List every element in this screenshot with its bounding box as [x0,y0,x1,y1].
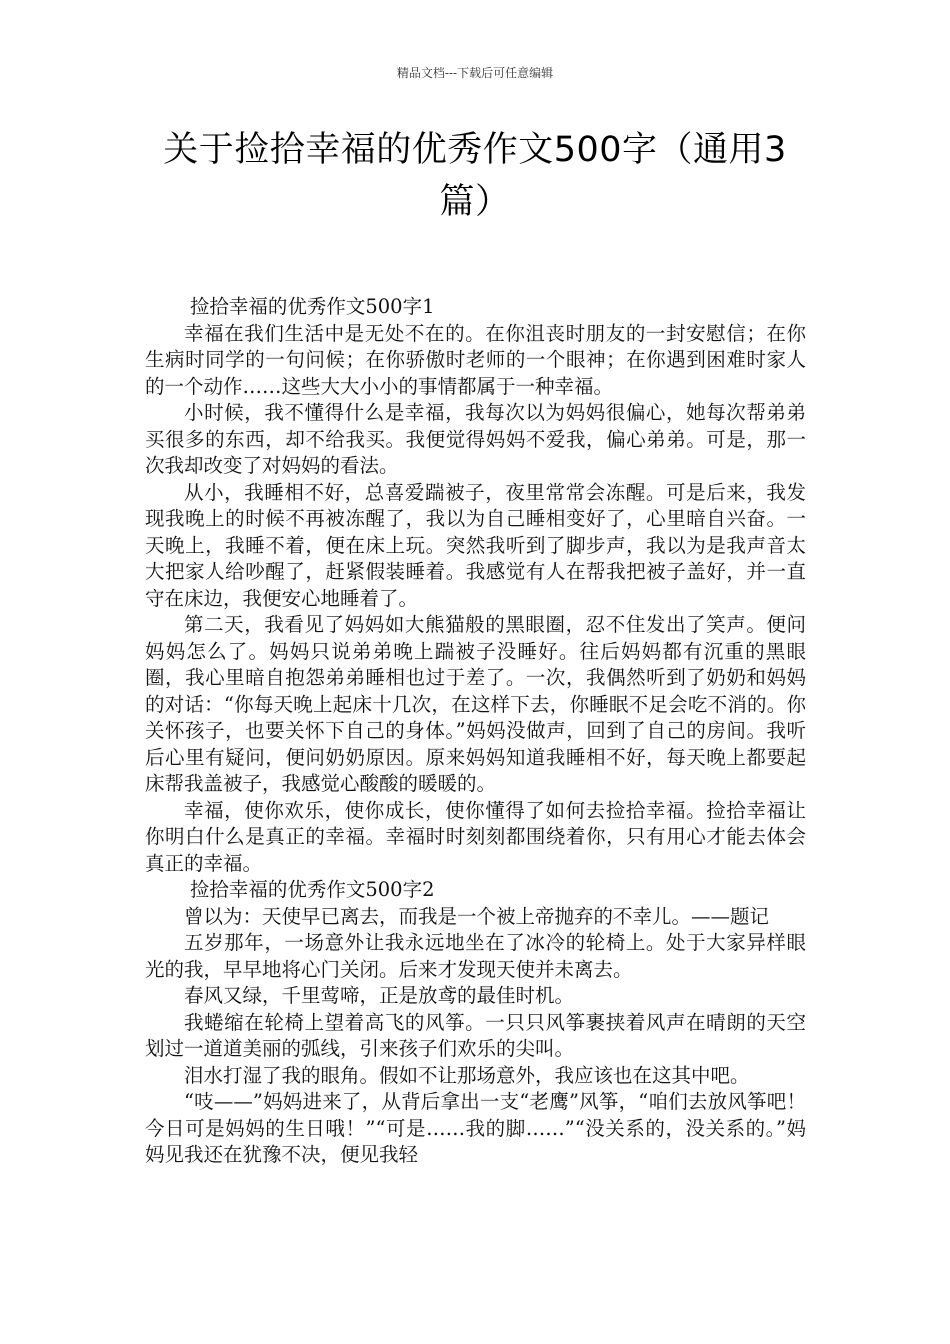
paragraph: 春风又绿，千里莺啼，正是放鸢的最佳时机。 [184,984,575,1007]
section-heading: 捡拾幸福的优秀作文500字2 [189,878,435,901]
paragraph: 我蜷缩在轮椅上望着高飞的风筝。一只只风筝裹挟着风声在晴朗的天空划过一道道美丽的弧线，引来孩子们欢乐的尖叫。 [145,1010,806,1060]
document-title: 关于捡拾幸福的优秀作文500字（通用3篇） [163,130,787,222]
section-heading: 捡拾幸福的优秀作文500字1 [189,295,435,318]
paragraph: 幸福在我们生活中是无处不在的。在你沮丧时朋友的一封安慰信；在你生病时同学的一句问候；在你骄傲时老师的一个眼神；在你遇到困难时家人的一个动作……这些大大小小的事情都属于一种幸福。 [145,321,806,398]
document-body [145,294,806,1169]
header-note: 精品文档---下载后可任意编辑 [396,66,554,80]
paragraph: 泪水打湿了我的眼角。假如不让那场意外，我应该也在这其中吧。 [184,1063,750,1087]
paragraph: 曾以为：天使早已离去，而我是一个被上帝抛弃的不幸儿。——题记 [184,904,770,928]
paragraph: “吱——”妈妈进来了，从背后拿出一支“老鹰”风筝，“咱们去放风筝吧！今日可是妈妈的生日哦！”“可是……我的脚……”“没关系的，没关系的。”妈妈见我还在犹豫不决，便见我轻 [145,1090,806,1166]
paragraph: 五岁那年，一场意外让我永远地坐在了冰冷的轮椅上。处于大家异样眼光的我，早早地将心门关闭。后来才发现天使并未离去。 [145,931,806,981]
paragraph: 第二天，我看见了妈妈如大熊猫般的黑眼圈，忍不住发出了笑声。便问妈妈怎么了。妈妈只说弟弟晚上踹被子没睡好。往后妈妈都有沉重的黑眼圈，我心里暗自抱怨弟弟睡相也过于差了。一次，我偶然听到了奶奶和妈妈的对话：“你每天晚上起床十几次，在这样下去，你睡眠不足会吃不消的。你关怀孩子，也要关怀下自己的身体。”妈妈没做声，回到了自己的房间。我听后心里有疑问，便问奶奶原因。原来妈妈知道我睡相不好，每天晚上都要起床帮我盖被子，我感觉心酸酸的暖暖的。 [145,613,806,795]
paragraph: 小时候，我不懂得什么是幸福，我每次以为妈妈很偏心，她每次帮弟弟买很多的东西，却不给我买。我便觉得妈妈不爱我，偏心弟弟。可是，那一次我却改变了对妈妈的看法。 [145,401,806,477]
paragraph: 幸福，使你欢乐，使你成长，使你懂得了如何去捡拾幸福。捡拾幸福让你明白什么是真正的幸福。幸福时时刻刻都围绕着你，只有用心才能去体会真正的幸福。 [145,798,806,875]
paragraph: 从小，我睡相不好，总喜爱踹被子，夜里常常会冻醒。可是后来，我发现我晚上的时候不再被冻醒了，我以为自己睡相变好了，心里暗自兴奋。一天晚上，我睡不着，便在床上玩。突然我听到了脚步声，我以为是我声音太大把家人给吵醒了，赶紧假装睡着。我感觉有人在帮我把被子盖好，并一直守在床边，我便安心地睡着了。 [145,480,806,610]
